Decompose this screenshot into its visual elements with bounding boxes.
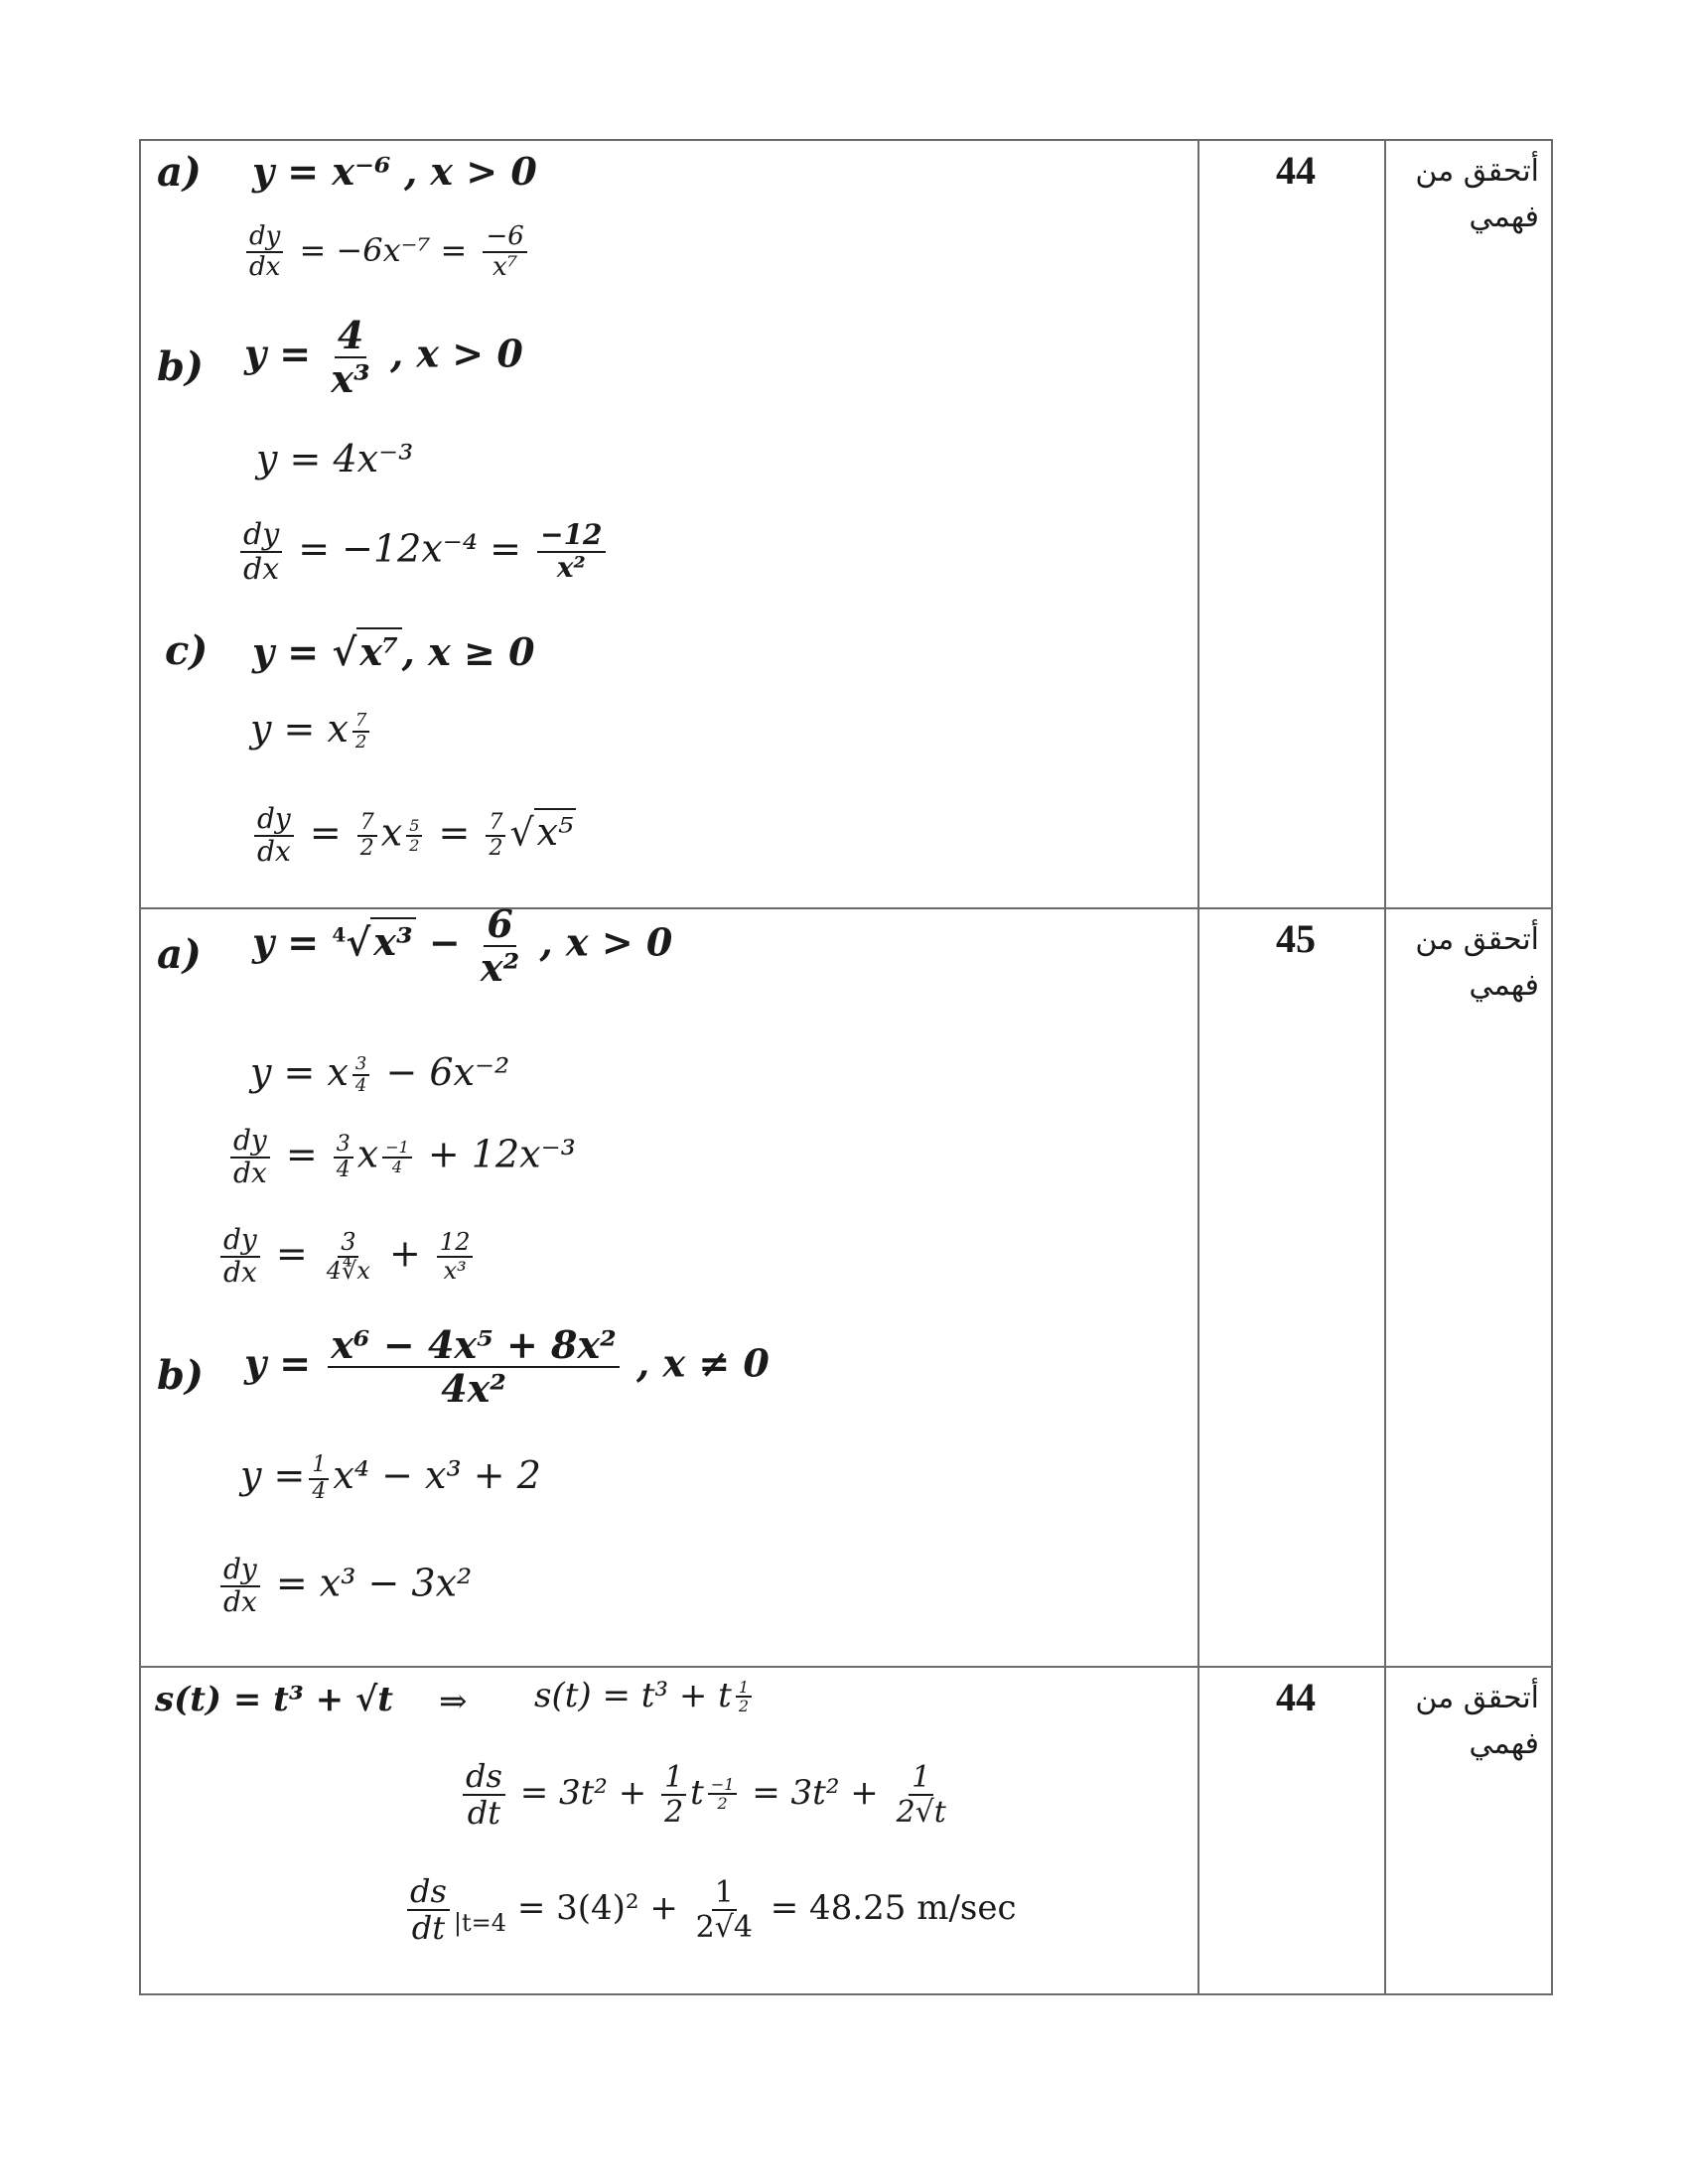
column-divider <box>1384 909 1386 1666</box>
part-a-label: a) <box>157 931 202 978</box>
position-function: s(t) = t³ + √t <box>155 1680 393 1719</box>
column-divider <box>1197 909 1199 1666</box>
part-b-derivative: $\frac{dy}{dx}$ = −12x⁻⁴ = $\frac{-12}{\text{x²}}$ <box>236 518 610 586</box>
part-b-rewrite: y = 4x⁻³ <box>256 437 414 480</box>
implies-arrow: ⇒ <box>439 1682 468 1721</box>
part-b-equation: y = $\frac{\text{x⁶ − 4x⁵ + 8x²}}{\text{4x²}}$ , x ≠ 0 <box>244 1322 770 1411</box>
column-divider <box>1197 1668 1199 1993</box>
part-b-equation: y = $\frac{4}{\text{x³}}$ , x > 0 <box>244 313 523 401</box>
table-row <box>139 139 1553 909</box>
part-a-label: a) <box>157 149 202 196</box>
column-divider <box>1197 141 1199 907</box>
part-a-simplified: $\frac{dy}{dx}$ = $\frac{3}{4∜x}$ + $\frac{12}{\text{x³}}$ <box>216 1225 477 1289</box>
page-number: 44 <box>1276 148 1316 193</box>
table-row <box>139 1668 1553 1995</box>
check-understanding-label: أتحقق من فهمي <box>1415 1681 1539 1761</box>
part-c-label: c) <box>165 627 209 674</box>
table-row <box>139 901 1553 1668</box>
part-c-derivative: $\frac{dy}{dx}$ = $\frac{7}{2}$ x $\frac{5}{2}$ = $\frac{7}{2}$ √x⁵ <box>250 804 576 868</box>
check-understanding-label: أتحقق من فهمي <box>1415 154 1539 234</box>
position-rewrite: s(t) = t³ + t $\frac{1}{2}$ <box>534 1676 756 1715</box>
velocity-evaluation: $\frac{ds}{dt}$ $_{|t=4}$ = 3(4)² + $\frac{1}{2√4}$ = 48.25 m/sec <box>403 1874 1017 1946</box>
part-a-derivative: $\frac{dy}{dx}$ = −6x⁻⁷ = $\frac{-6}{\text{x⁷}}$ <box>242 222 531 281</box>
part-a-rewrite: y = x $\frac{3}{4}$ − 6x⁻² <box>250 1050 510 1096</box>
column-divider <box>1384 141 1386 907</box>
part-c-rewrite: y = x $\frac{7}{2}$ <box>250 707 373 751</box>
page-number: 44 <box>1276 1675 1316 1719</box>
part-a-equation: y = $^4$√x³ − $\frac{6}{\text{x²}}$ , x > 0 <box>252 901 673 990</box>
velocity-equation: $\frac{ds}{dt}$ = 3t² + $\frac{1}{2}$ t $\frac{-1}{2}$ = 3t² + $\frac{1}{2√t}$ <box>459 1759 953 1831</box>
part-a-equation: y = x⁻⁶ , x > 0 <box>252 149 537 194</box>
part-b-label: b) <box>157 1352 204 1399</box>
solutions-table <box>139 139 1553 1995</box>
part-b-derivative: $\frac{dy}{dx}$ = x³ − 3x² <box>216 1555 472 1618</box>
page-number: 45 <box>1276 916 1316 961</box>
part-a-derivative: $\frac{dy}{dx}$ = $\frac{3}{4}$ x $\frac{-1}{4}$ + 12x⁻³ <box>226 1126 576 1189</box>
part-b-rewrite: y = $\frac{1}{4}$ x⁴ − x³ + 2 <box>240 1452 541 1504</box>
part-b-label: b) <box>157 343 204 390</box>
check-understanding-label: أتحقق من فهمي <box>1415 922 1539 1003</box>
part-c-equation: y = √x⁷, x ≥ 0 <box>252 629 535 674</box>
